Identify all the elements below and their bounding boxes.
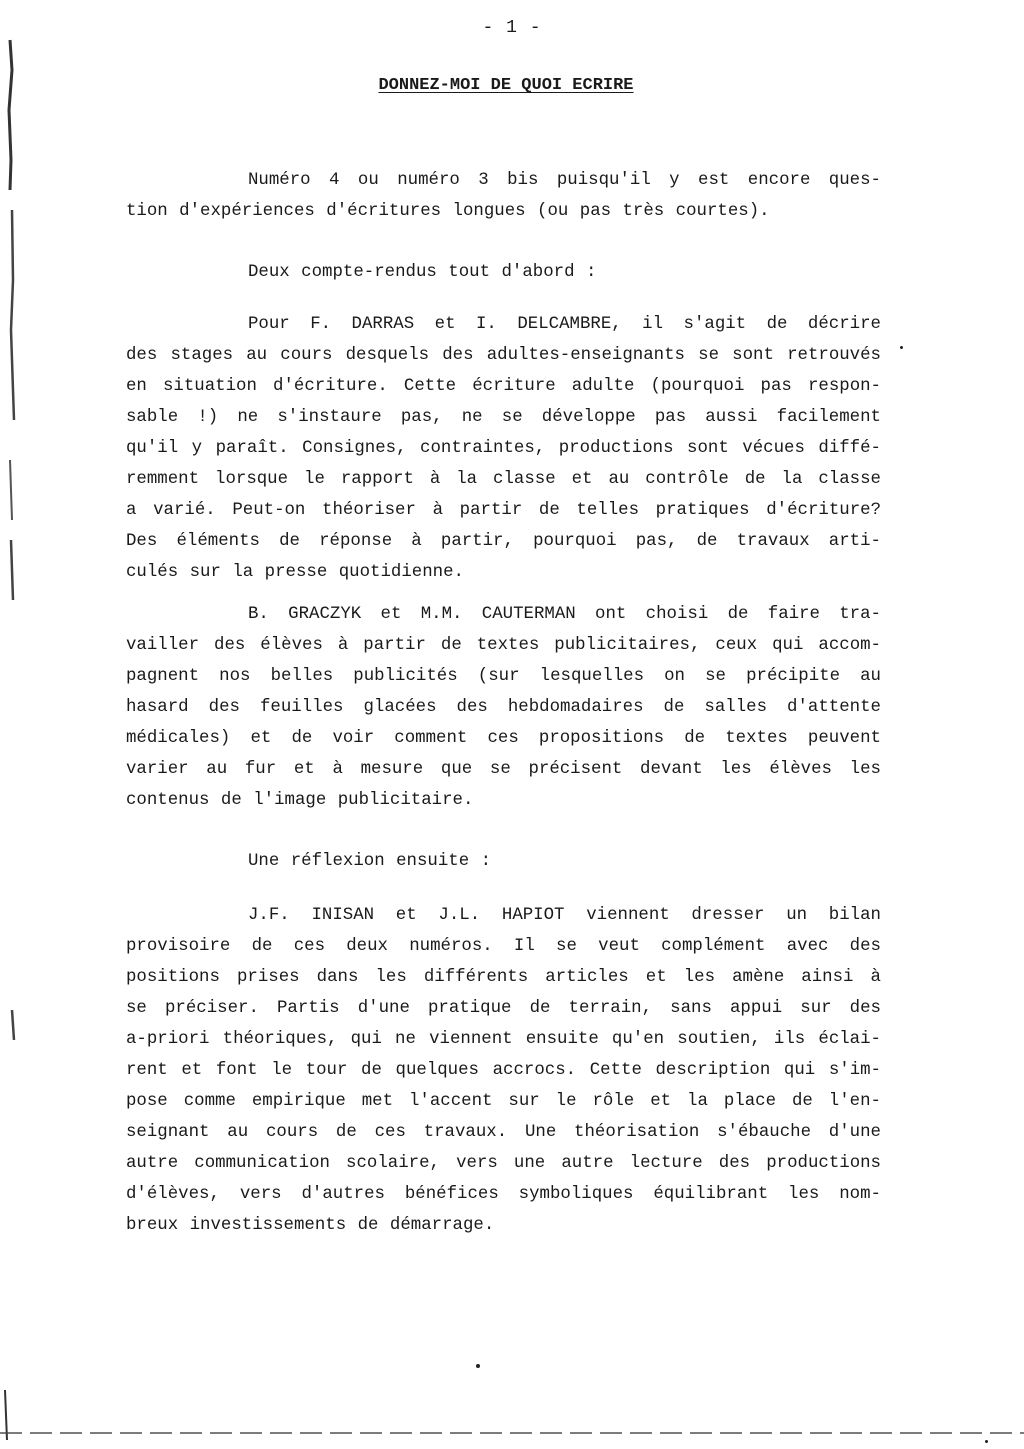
paragraph-line: d'élèves, vers d'autres bénéfices symboliques équilibrant les nom- [126, 1185, 881, 1204]
paragraph-line: hasard des feuilles glacées des hebdomadaires de salles d'attente [126, 698, 881, 717]
paragraph-line: pose comme empirique met l'accent sur le rôle et la place de l'en- [126, 1092, 881, 1111]
paragraph-line: sable !) ne s'instaure pas, ne se développe pas aussi facilement [126, 408, 881, 427]
paragraph-line: tion d'expériences d'écritures longues (ou pas très courtes). [126, 202, 770, 221]
page-number: - 1 - [482, 18, 542, 38]
paragraph-line: Pour F. DARRAS et I. DELCAMBRE, il s'agit de décrire [248, 315, 881, 334]
paragraph-line: breux investissements de démarrage. [126, 1216, 495, 1235]
paragraph-line: Numéro 4 ou numéro 3 bis puisqu'il y est encore ques- [248, 171, 881, 190]
paragraph-intro [126, 165, 881, 227]
paragraph-line: se préciser. Partis d'une pratique de terrain, sans appui sur des [126, 999, 881, 1018]
paragraph-line: pagnent nos belles publicités (sur lesquelles on se précipite au [126, 667, 881, 686]
paragraph-inisan-hapiot [126, 900, 881, 1241]
paragraph-line: des stages au cours desquels des adultes-enseignants se sont retrouvés [126, 346, 881, 365]
paragraph-line: médicales) et de voir comment ces propositions de textes peuvent [126, 729, 881, 748]
paragraph-line: positions prises dans les différents articles et les amène ainsi à [126, 968, 881, 987]
paragraph-line: B. GRACZYK et M.M. CAUTERMAN ont choisi de faire tra- [248, 605, 881, 624]
scan-speck [476, 1364, 480, 1368]
scan-speck [900, 346, 903, 349]
scan-edge-marks [0, 0, 40, 1449]
scan-speck [985, 1440, 988, 1443]
paragraph-line: Des éléments de réponse à partir, pourquoi pas, de travaux arti- [126, 532, 881, 551]
paragraph-line: varier au fur et à mesure que se précisent devant les élèves les [126, 760, 881, 779]
paragraph-graczyk-cauterman [126, 599, 881, 816]
paragraph-line: qu'il y paraît. Consignes, contraintes, productions sont vécues diffé- [126, 439, 881, 458]
paragraph-line: vailler des élèves à partir de textes publicitaires, ceux qui accom- [126, 636, 881, 655]
paragraph-line: Une réflexion ensuite : [248, 852, 492, 871]
paragraph-line: provisoire de ces deux numéros. Il se veut complément avec des [126, 937, 881, 956]
paragraph-line: en situation d'écriture. Cette écriture adulte (pourquoi pas respon- [126, 377, 881, 396]
paragraph-darras-delcambre [126, 309, 881, 588]
paragraph-line: culés sur la presse quotidienne. [126, 563, 464, 582]
paragraph-line: J.F. INISAN et J.L. HAPIOT viennent dresser un bilan [248, 906, 881, 925]
paragraph-line: Deux compte-rendus tout d'abord : [248, 263, 597, 282]
paragraph-line: a varié. Peut-on théoriser à partir de telles pratiques d'écriture? [126, 501, 881, 520]
paragraph-heading-reflection [126, 846, 881, 877]
paragraph-line: autre communication scolaire, vers une autre lecture des productions [126, 1154, 881, 1173]
paragraph-line: remment lorsque le rapport à la classe et au contrôle de la classe [126, 470, 881, 489]
paragraph-line: a-priori théoriques, qui ne viennent ensuite qu'en soutien, ils éclai- [126, 1030, 881, 1049]
document-title: DONNEZ-MOI DE QUOI ECRIRE [378, 76, 634, 95]
paragraph-line: seignant au cours de ces travaux. Une théorisation s'ébauche d'une [126, 1123, 881, 1142]
page-bottom-edge [0, 1432, 1024, 1434]
paragraph-line: contenus de l'image publicitaire. [126, 791, 474, 810]
paragraph-line: rent et font le tour de quelques accrocs. Cette description qui s'im- [126, 1061, 881, 1080]
paragraph-heading-reports [126, 257, 881, 288]
